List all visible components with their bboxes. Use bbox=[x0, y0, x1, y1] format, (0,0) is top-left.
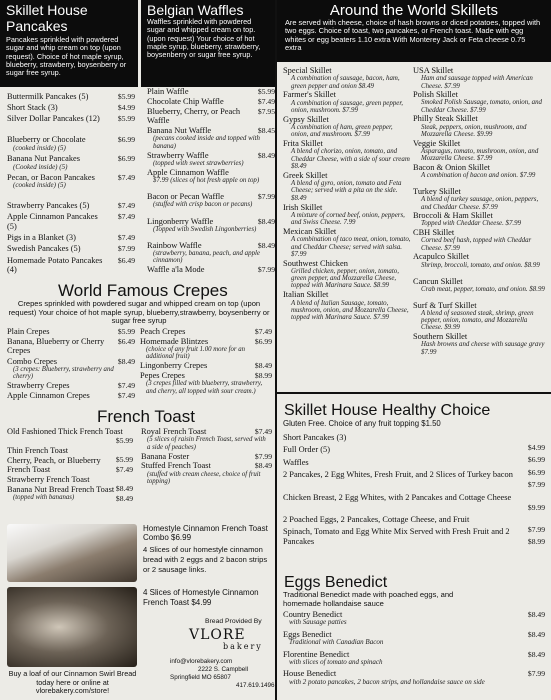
item-name: Plain Crepes bbox=[7, 327, 50, 336]
skillets-title: Around the World Skillets bbox=[329, 2, 499, 19]
item-price: $7.49 bbox=[117, 212, 135, 222]
item-name: Spinach, Tomato and Egg White Mix Served with Fresh Fruit and 2 Pancakes bbox=[283, 527, 510, 547]
skillet-item bbox=[413, 90, 547, 114]
item-description: A blend of Italian Sausage, tomato, mushroom, onion, and Mozzarella Cheese, topped with Marinara Sauce. $7.99 bbox=[291, 299, 409, 322]
item-description: (Topped with Swedish Lingonberries) bbox=[153, 225, 257, 233]
item-price: $8.49 bbox=[527, 629, 545, 639]
benedict-item bbox=[283, 630, 545, 647]
crepes-title: World Famous Crepes bbox=[58, 281, 228, 300]
item-price: $7.99 bbox=[527, 480, 545, 490]
item-price: $4.99 bbox=[527, 443, 545, 452]
waffle-item bbox=[147, 265, 275, 274]
item-name: Greek Skillet bbox=[283, 170, 328, 180]
item-price: $7.49 bbox=[117, 233, 135, 243]
item-price: $7.49 bbox=[117, 381, 135, 391]
item-price: $8.49 bbox=[117, 356, 135, 366]
skillet-item bbox=[283, 171, 413, 202]
crepe-item bbox=[7, 391, 135, 400]
pancake-item bbox=[7, 173, 135, 190]
item-name: 2 Pancakes, 2 Egg Whites, Fresh Fruit, and 2 Slices of Turkey bacon bbox=[283, 470, 513, 480]
item-name: Gypsy Skillet bbox=[283, 114, 329, 124]
item-name: Waffle a'la Mode bbox=[147, 265, 205, 275]
waffles-desc: Waffles sprinkled with powdered sugar and whipped cream on top. (upon request) Your choice of hot maple syrup, blueberry, strawberry, boysenberry or sugar free syrup. bbox=[147, 17, 261, 60]
waffle-item bbox=[147, 192, 275, 208]
item-name: Silver Dollar Pancakes (12) bbox=[7, 114, 100, 124]
skillet-item bbox=[413, 163, 547, 180]
item-name: Short Stack (3) bbox=[7, 103, 58, 113]
item-description: (cooked inside) (5) bbox=[13, 181, 66, 190]
item-name: Bacon or Pecan Waffle bbox=[147, 192, 224, 202]
item-price: $8.49 bbox=[115, 483, 133, 493]
item-name: Pepes Crepes bbox=[140, 371, 185, 381]
pancake-item bbox=[7, 135, 135, 152]
item-price: $8.49 bbox=[527, 649, 545, 659]
item-description: A blend of turkey sausage, onion, peppers, and Cheddar Cheese. $7.99 bbox=[421, 196, 539, 211]
pancakes-desc: Pancakes sprinkled with powdered sugar and whip cream on top (upon request). Choice of hot maple syrup, blueberry, strawberry, boysenberry or sugar free syrup. bbox=[6, 35, 127, 78]
skillet-item bbox=[283, 203, 413, 227]
item-name: Italian Skillet bbox=[283, 290, 329, 300]
item-name: Combo Crepes bbox=[7, 356, 58, 366]
item-name: Acapulco Skillet bbox=[413, 252, 470, 262]
item-name: Plain Waffle bbox=[147, 87, 189, 96]
item-description: Ham and sausage topped with American Cheese. $7.99 bbox=[421, 75, 533, 90]
item-name: Polish Skillet bbox=[413, 90, 458, 100]
waffle-item bbox=[147, 107, 275, 125]
item-price: $8.49 bbox=[257, 150, 275, 160]
promo-photo-top bbox=[7, 524, 137, 582]
item-name: Philly Steak Skillet bbox=[413, 114, 478, 124]
item-description: (stuffed with cream cheese, choice of fruit topping) bbox=[147, 470, 261, 485]
pancakes-header bbox=[0, 0, 138, 87]
promo-photo-bottom bbox=[7, 587, 137, 667]
item-name: Blueberry or Chocolate bbox=[7, 135, 86, 145]
french-toast-item bbox=[7, 456, 133, 474]
benedict-item bbox=[283, 669, 545, 686]
waffle-item bbox=[147, 168, 275, 184]
waffle-item bbox=[147, 126, 275, 150]
pancake-item bbox=[7, 154, 135, 171]
benedict-item bbox=[283, 650, 545, 667]
benedict-desc: Traditional Benedict made with poached eggs, and homemade hollandaise sauce bbox=[283, 590, 454, 608]
pancakes-title-line2: Pancakes bbox=[6, 18, 68, 34]
skillets-desc: Are served with cheese, choice of hash browns or diced potatoes, topped with two eggs. Choice of toast, two pancakes, or French toast. Made with egg whites or egg beaters 1.10 extra With Monterey Jack or Feta cheese 0.75 extra bbox=[285, 18, 541, 53]
item-price: $7.99 bbox=[257, 192, 275, 202]
item-name: Country Benedict bbox=[283, 610, 343, 619]
promo-combo-title: Homestyle Cinnamon French Toast Combo $6.99 bbox=[143, 524, 268, 542]
item-name: 2 Poached Eggs, 2 Pancakes, Cottage Cheese, and Fruit bbox=[283, 515, 470, 524]
crepe-item bbox=[140, 361, 272, 370]
item-price: $5.99 bbox=[257, 87, 275, 96]
item-price: $7.49 bbox=[117, 391, 135, 401]
item-name: Apple Cinnamon Waffle bbox=[147, 167, 229, 177]
item-price: $8.49 bbox=[254, 361, 272, 371]
pancake-item bbox=[7, 256, 135, 275]
french-toast-item bbox=[141, 427, 272, 451]
pancake-item bbox=[7, 92, 135, 102]
item-description: (stuffed with crisp bacon or pecans) bbox=[153, 201, 253, 209]
item-description: Shrimp, broccoli, tomato, and onion. $8.99 bbox=[421, 261, 540, 269]
item-name: Lingonberry Crepes bbox=[140, 361, 208, 371]
healthy-item bbox=[283, 515, 545, 534]
promo-slices-title: 4 Slices of Homestyle Cinnamon French Toast $4.99 bbox=[143, 588, 259, 607]
item-price: $8.45 bbox=[257, 126, 275, 136]
french-toast-item bbox=[141, 452, 272, 461]
item-price: $6.99 bbox=[527, 455, 545, 465]
benedict-title: Eggs Benedict bbox=[284, 574, 388, 591]
item-name: Thin French Toast bbox=[7, 446, 69, 455]
item-price: $7.49 bbox=[115, 464, 133, 474]
waffle-item bbox=[147, 217, 275, 233]
skillet-item bbox=[413, 114, 547, 138]
healthy-item bbox=[283, 492, 545, 512]
item-name: Full Order (5) bbox=[283, 445, 330, 455]
item-description: Corned beef hash, topped with Cheddar Cheese. $7.99 bbox=[421, 237, 532, 252]
crepe-item bbox=[7, 327, 135, 336]
crepe-item bbox=[140, 371, 272, 395]
skillet-item bbox=[283, 227, 413, 258]
waffle-item bbox=[147, 97, 275, 106]
item-name: Banana, Blueberry or Cherry Crepes bbox=[7, 337, 105, 356]
pancake-item bbox=[7, 201, 135, 211]
item-price: $5.99 bbox=[115, 455, 133, 464]
pancake-item bbox=[7, 103, 135, 113]
item-name: Banana Nut Pancakes bbox=[7, 154, 81, 163]
french-toast-item bbox=[7, 446, 133, 464]
item-description: A combination of taco meat, onion, tomato, and Cheddar Cheese; served with salsa. $7.99 bbox=[291, 236, 411, 258]
pancake-item bbox=[7, 212, 135, 231]
item-price: $7.49 bbox=[254, 427, 272, 436]
item-price: $7.49 bbox=[117, 172, 135, 182]
skillet-item bbox=[283, 90, 413, 114]
french-toast-item bbox=[7, 485, 133, 501]
healthy-divider bbox=[277, 392, 551, 394]
healthy-desc: Gluten Free. Choice of any fruit topping $1.50 bbox=[283, 419, 441, 428]
healthy-item bbox=[283, 527, 545, 547]
item-description: A blend of chorizo, onion, tomato, and Cheddar Cheese, with a side of sour cream $8.49 bbox=[291, 148, 410, 170]
item-price: $7.49 bbox=[117, 201, 135, 211]
item-description: A combination of sausage, bacon, ham, green pepper and onion $8.49 bbox=[291, 75, 400, 90]
item-price: $6.49 bbox=[117, 255, 135, 265]
crepe-item bbox=[140, 337, 272, 361]
item-description: (pecans cooked inside and topped with banana) bbox=[153, 135, 260, 150]
item-price: $6.99 bbox=[527, 467, 545, 477]
item-description: (3 crepes: Blueberry, strawberry and cherry) bbox=[13, 365, 114, 380]
crepe-item bbox=[140, 327, 272, 336]
skillet-item bbox=[283, 139, 413, 170]
waffles-header bbox=[141, 0, 275, 87]
item-name: Strawberry Crepes bbox=[7, 381, 70, 391]
item-description: (choice of any fruit 1.00 more for an additional fruit) bbox=[146, 346, 246, 361]
healthy-title: Skillet House Healthy Choice bbox=[284, 402, 491, 419]
skillet-item bbox=[413, 211, 547, 228]
pancake-item bbox=[7, 114, 135, 124]
item-name: Banana Foster bbox=[141, 451, 190, 461]
item-name: Homemade Potato Pancakes (4) bbox=[7, 255, 103, 275]
item-name: Apple Cinnamon Pancakes (5) bbox=[7, 212, 98, 231]
item-price: $5.99 bbox=[117, 327, 135, 336]
item-name: Banana Nut Waffle bbox=[147, 126, 212, 136]
item-name: House Benedict bbox=[283, 669, 337, 679]
skillet-item bbox=[413, 252, 547, 269]
vlore-logo bbox=[177, 627, 273, 655]
item-description: A combination of ham, green pepper, onion, and mushroom. $7.99 bbox=[291, 124, 393, 139]
item-name: Eggs Benedict bbox=[283, 629, 332, 639]
item-description: Crab meat, pepper, tomato, and onion. $8.99 bbox=[421, 285, 545, 293]
item-description: Traditional with Canadian Bacon bbox=[289, 638, 384, 647]
item-name: Peach Crepes bbox=[140, 327, 186, 336]
item-price: $8.99 bbox=[254, 371, 272, 381]
item-name: Irish Skillet bbox=[283, 202, 323, 212]
item-description: A combination of bacon and onion. $7.99 bbox=[421, 172, 536, 179]
item-description: A blend of seasoned steak, shrimp, green pepper, onion, tomato, and Mozzarella Cheese. $9.99 bbox=[421, 309, 534, 332]
item-name: Pigs in a Blanket (3) bbox=[7, 233, 76, 243]
crepes-desc: Crepes sprinkled with powdered sugar and whipped cream on top (upon request) Your choice of hot maple syrup, blueberry,strawberry, boysenberry or sugar free syrup bbox=[8, 299, 270, 326]
pancake-item bbox=[7, 244, 135, 254]
french-toast-item bbox=[7, 427, 133, 445]
item-name: Lingonberry Waffle bbox=[147, 216, 214, 226]
skillet-item bbox=[413, 187, 547, 211]
item-description: (Cooked inside) (5) bbox=[13, 162, 68, 171]
item-price: $6.99 bbox=[117, 154, 135, 163]
item-price: $6.99 bbox=[254, 336, 272, 346]
item-price: $7.49 bbox=[254, 327, 272, 336]
column-divider bbox=[275, 0, 277, 700]
item-price: $8.49 bbox=[254, 461, 272, 471]
item-name: Strawberry Pancakes (5) bbox=[7, 201, 90, 211]
item-name: Short Pancakes (3) bbox=[283, 433, 347, 442]
item-price: $5.99 bbox=[117, 114, 135, 124]
item-price: $7.99 bbox=[117, 244, 135, 254]
item-price: $8.99 bbox=[527, 537, 545, 547]
item-description: A combination of sausage, green pepper, onion, mushroom. $7.99 bbox=[291, 99, 403, 114]
item-name: Blueberry, Cherry, or Peach Waffle bbox=[147, 107, 241, 126]
pancakes-title-line1: Skillet House bbox=[6, 2, 88, 18]
french-toast-title: French Toast bbox=[97, 407, 195, 426]
item-description: Grilled chicken, pepper, onion, tomato, green pepper, and Mozzarella Cheese, topped with Marinara Sauce. $8.99 bbox=[291, 267, 399, 290]
item-description: A blend of gyro, onion, tomato and Feta Cheese; served with a pita on the side. $8.49 bbox=[291, 180, 402, 202]
crepe-item bbox=[7, 381, 135, 390]
item-name: Banana Nut Bread French Toast bbox=[7, 484, 115, 494]
item-name: Buttermilk Pancakes (5) bbox=[7, 92, 89, 101]
item-price: $9.99 bbox=[527, 502, 545, 512]
skillet-item bbox=[283, 259, 413, 290]
item-name: Stuffed French Toast bbox=[141, 461, 211, 471]
item-price: $4.99 bbox=[117, 103, 135, 113]
waffle-item bbox=[147, 151, 275, 167]
item-price: $8.49 bbox=[115, 493, 133, 503]
item-description: Hash browns and cheese with sausage gravy $7.99 bbox=[421, 341, 545, 356]
skillet-item bbox=[413, 277, 547, 294]
item-name: Apple Cinnamon Crepes bbox=[7, 391, 90, 401]
item-description: with 2 potato pancakes, 2 bacon strips, and hollandaise sauce on side bbox=[289, 677, 485, 686]
promo-address1: 2222 S. Campbell bbox=[198, 666, 249, 673]
item-price: $8.49 bbox=[257, 241, 275, 250]
skillet-item bbox=[283, 290, 413, 321]
item-price: $5.99 bbox=[115, 436, 133, 445]
item-price: $7.99 bbox=[257, 265, 275, 275]
benedict-item bbox=[283, 610, 545, 627]
crepe-item bbox=[7, 357, 135, 381]
vlore-logo-sub: bakery bbox=[223, 642, 263, 651]
item-description: Topped with Cheddar Cheese. $7.99 bbox=[421, 220, 522, 228]
skillet-item bbox=[413, 139, 547, 163]
item-description: (strawberry, banana, peach, and apple cinnamon) bbox=[153, 250, 260, 265]
item-price: $8.49 bbox=[527, 610, 545, 619]
item-price: $6.49 bbox=[117, 337, 135, 347]
item-name: Bacon & Onion Skillet bbox=[413, 162, 490, 172]
item-name: Pecan, or Bacon Pancakes bbox=[7, 172, 95, 182]
item-price: $5.99 bbox=[117, 92, 135, 101]
item-description: (3 crepes filled with blueberry, strawberry, and cherry, all topped with sour cream.) bbox=[146, 380, 263, 395]
item-description: with slices of tomato and spinach bbox=[289, 658, 383, 666]
item-price: $6.99 bbox=[117, 135, 135, 145]
item-description: Steak, peppers, onion, mushroom, and Mozzarella Cheese. $9.99 bbox=[421, 123, 527, 138]
item-name: Rainbow Waffle bbox=[147, 241, 202, 250]
item-name: Southwest Chicken bbox=[283, 258, 348, 268]
item-name: Broccoli & Ham Skillet bbox=[413, 211, 493, 221]
skillets-header bbox=[277, 0, 551, 62]
item-price: $8.49 bbox=[257, 216, 275, 226]
item-price: $7.99 bbox=[527, 669, 545, 679]
item-name: Royal French Toast bbox=[141, 427, 207, 436]
item-description: (topped with bananas) bbox=[13, 493, 75, 501]
skillet-item bbox=[283, 115, 413, 139]
vlore-logo-text: VLORE bbox=[189, 627, 246, 643]
waffles-title: Belgian Waffles bbox=[147, 2, 244, 18]
item-price: $7.99 bbox=[527, 525, 545, 534]
item-price: $7.99 bbox=[254, 451, 272, 461]
waffle-item bbox=[147, 241, 275, 265]
item-name: Frita Skillet bbox=[283, 139, 323, 149]
item-price: $7.95 bbox=[257, 107, 275, 116]
promo-email: info@vlorebakery.com bbox=[170, 658, 233, 665]
item-description: (topped with sweet strawberries) bbox=[153, 159, 244, 167]
promo-address2: Springfield MO 65807 bbox=[170, 674, 231, 681]
promo-footer: Buy a loaf of our Cinnamon Swirl Bread today here or online at vlorebakery.com/store! bbox=[8, 669, 137, 696]
item-description: $7.99 (slices of hot fresh apple on top) bbox=[153, 177, 260, 184]
healthy-item bbox=[283, 467, 545, 490]
item-description: A mixture of corned beef, onion, peppers, and Swiss Cheese. 7.99 bbox=[291, 211, 405, 227]
item-price: $7.49 bbox=[257, 97, 275, 106]
skillet-item bbox=[283, 66, 413, 90]
item-name: Old Fashioned Thick French Toast bbox=[7, 427, 123, 436]
waffle-item bbox=[147, 87, 275, 96]
promo-combo-desc: 4 Slices of our homestyle cinnamon bread with 2 eggs and 2 bacon strips or 2 sausage links. bbox=[143, 545, 268, 574]
item-name: Strawberry French Toast bbox=[7, 474, 90, 484]
item-name: Farmer's Skillet bbox=[283, 90, 336, 100]
skillet-item bbox=[413, 228, 547, 252]
item-name: Homemade Blintzes bbox=[140, 336, 209, 346]
item-name: Veggie Skillet bbox=[413, 138, 461, 148]
item-name: Strawberry Waffle bbox=[147, 150, 209, 160]
item-description: (5 slices of raisin French Toast, served with a side of peaches) bbox=[147, 436, 266, 451]
item-name: Turkey Skillet bbox=[413, 187, 461, 196]
item-description: Smoked Polish Sausage, tomato, onion, and Cheddar Cheese. $7.99 bbox=[421, 99, 542, 114]
item-description: (cooked inside) (5) bbox=[13, 143, 66, 152]
pancake-item bbox=[7, 233, 135, 243]
item-name: Mexican Skillet bbox=[283, 227, 337, 236]
crepe-item bbox=[7, 337, 135, 355]
item-name: Chicken Breast, 2 Egg Whites, with 2 Pancakes and Cottage Cheese bbox=[283, 492, 512, 502]
item-name: Surf & Turf Skillet bbox=[413, 300, 477, 310]
item-name: CBH Skillet bbox=[413, 228, 455, 238]
item-name: Waffles bbox=[283, 457, 309, 467]
item-name: Chocolate Chip Waffle bbox=[147, 97, 224, 106]
promo-phone: 417.619.1496 bbox=[236, 682, 275, 689]
item-name: Cherry, Peach, or Blueberry French Toast bbox=[7, 455, 101, 474]
item-description: Asparagus, tomato, mushroom, onion, and Mozzarella Cheese. $7.99 bbox=[421, 147, 539, 163]
item-name: Cancun Skillet bbox=[413, 276, 463, 286]
promo-bread-by: Bread Provided By bbox=[205, 618, 262, 625]
item-name: USA Skillet bbox=[413, 66, 454, 75]
item-description: with Sausage patties bbox=[289, 618, 347, 627]
french-toast-item bbox=[141, 461, 272, 485]
item-name: Southern Skillet bbox=[413, 332, 468, 342]
item-name: Special Skillet bbox=[283, 66, 332, 75]
item-name: Swedish Pancakes (5) bbox=[7, 244, 81, 254]
item-name: Florentine Benedict bbox=[283, 649, 350, 659]
skillet-item bbox=[413, 66, 547, 90]
skillet-item bbox=[413, 301, 547, 332]
skillet-item bbox=[413, 332, 547, 356]
